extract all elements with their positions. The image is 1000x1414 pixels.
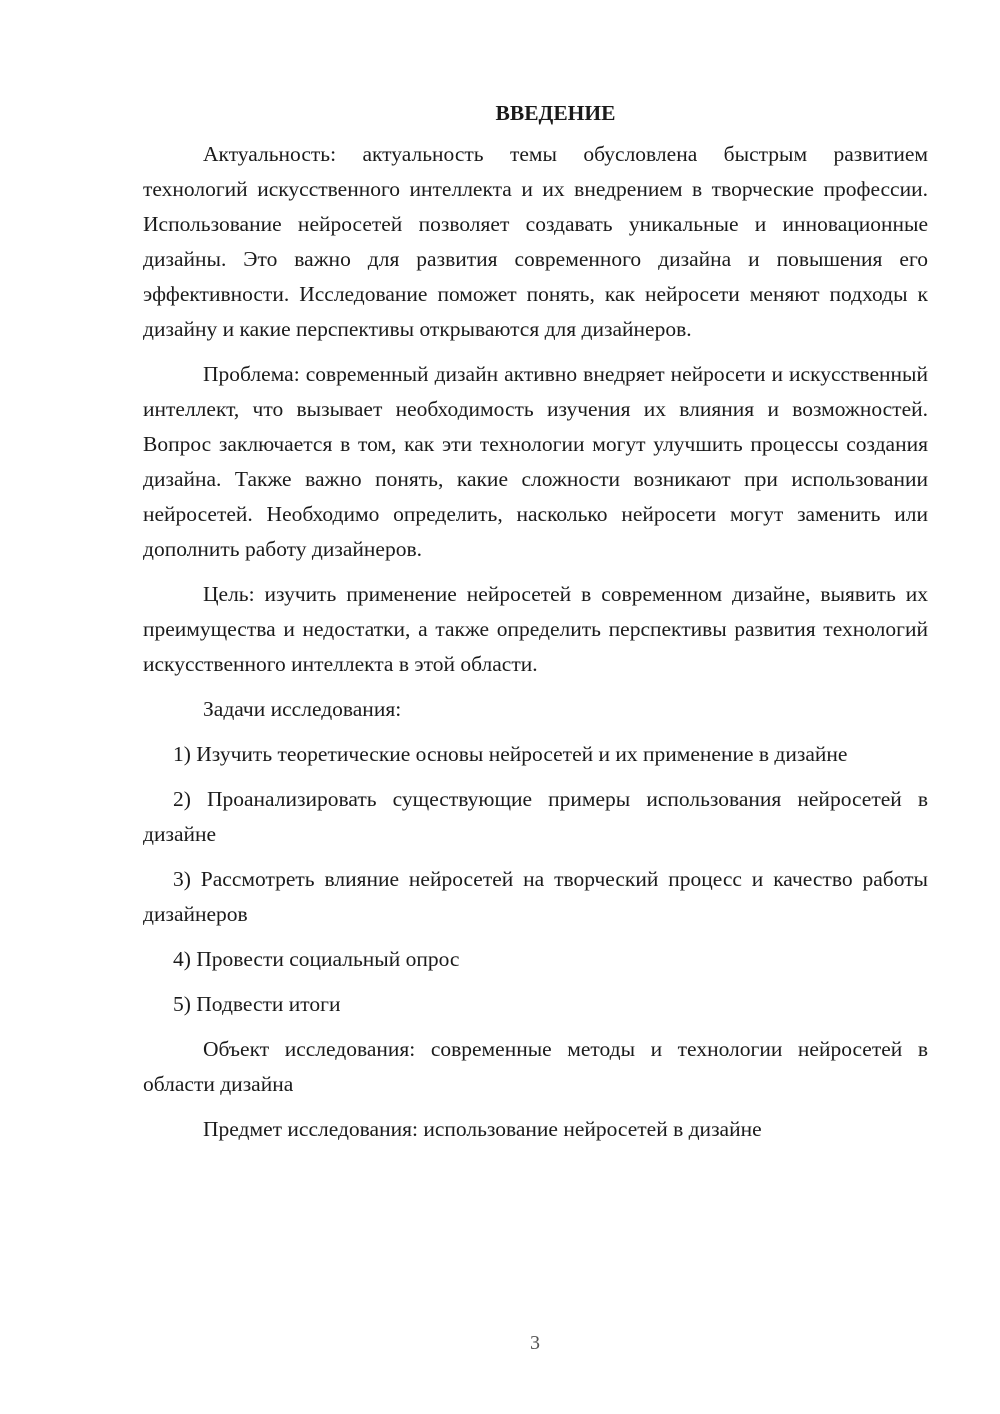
task-item: 5) Подвести итоги <box>173 992 341 1016</box>
subject-paragraph: Предмет исследования: использование нейросетей в дизайне <box>203 1117 762 1141</box>
task-item: 1) Изучить теоретические основы нейросетей и их применение в дизайне <box>173 742 848 766</box>
goal-paragraph: Цель: изучить применение нейросетей в современном дизайне, выявить их преимущества и недостатки, а также определить перспективы развития технологий искусственного интеллекта в этой области. <box>143 582 928 676</box>
task-item: 3) Рассмотреть влияние нейросетей на творческий процесс и качество работы дизайнеров <box>143 867 928 926</box>
problem-paragraph: Проблема: современный дизайн активно внедряет нейросети и искусственный интеллект, что вызывает необходимость изучения их влияния и возможностей. Вопрос заключается в том, как эти технологии могут улучшить процессы создания дизайна. Также важно понять, какие сложности возникают при использовании нейросетей. Необходимо определить, насколько нейросети могут заменить или дополнить работу дизайнеров. <box>143 362 928 561</box>
task-item: 2) Проанализировать существующие примеры использования нейросетей в дизайне <box>143 787 928 846</box>
object-paragraph: Объект исследования: современные методы и технологии нейросетей в области дизайна <box>143 1037 928 1096</box>
page-content <box>143 96 928 1157</box>
tasks-title: Задачи исследования: <box>203 697 402 721</box>
task-item: 4) Провести социальный опрос <box>173 947 460 971</box>
relevance-paragraph: Актуальность: актуальность темы обусловлена быстрым развитием технологий искусственного интеллекта и их внедрением в творческие профессии. Использование нейросетей позволяет создавать уникальные и инновационные дизайны. Это важно для развития современного дизайна и повышения его эффективности. Исследование поможет понять, как нейросети меняют подходы к дизайну и какие перспективы открываются для дизайнеров. <box>143 142 928 341</box>
page-number: 3 <box>530 1332 540 1354</box>
page-title: ВВЕДЕНИЕ <box>495 101 616 125</box>
